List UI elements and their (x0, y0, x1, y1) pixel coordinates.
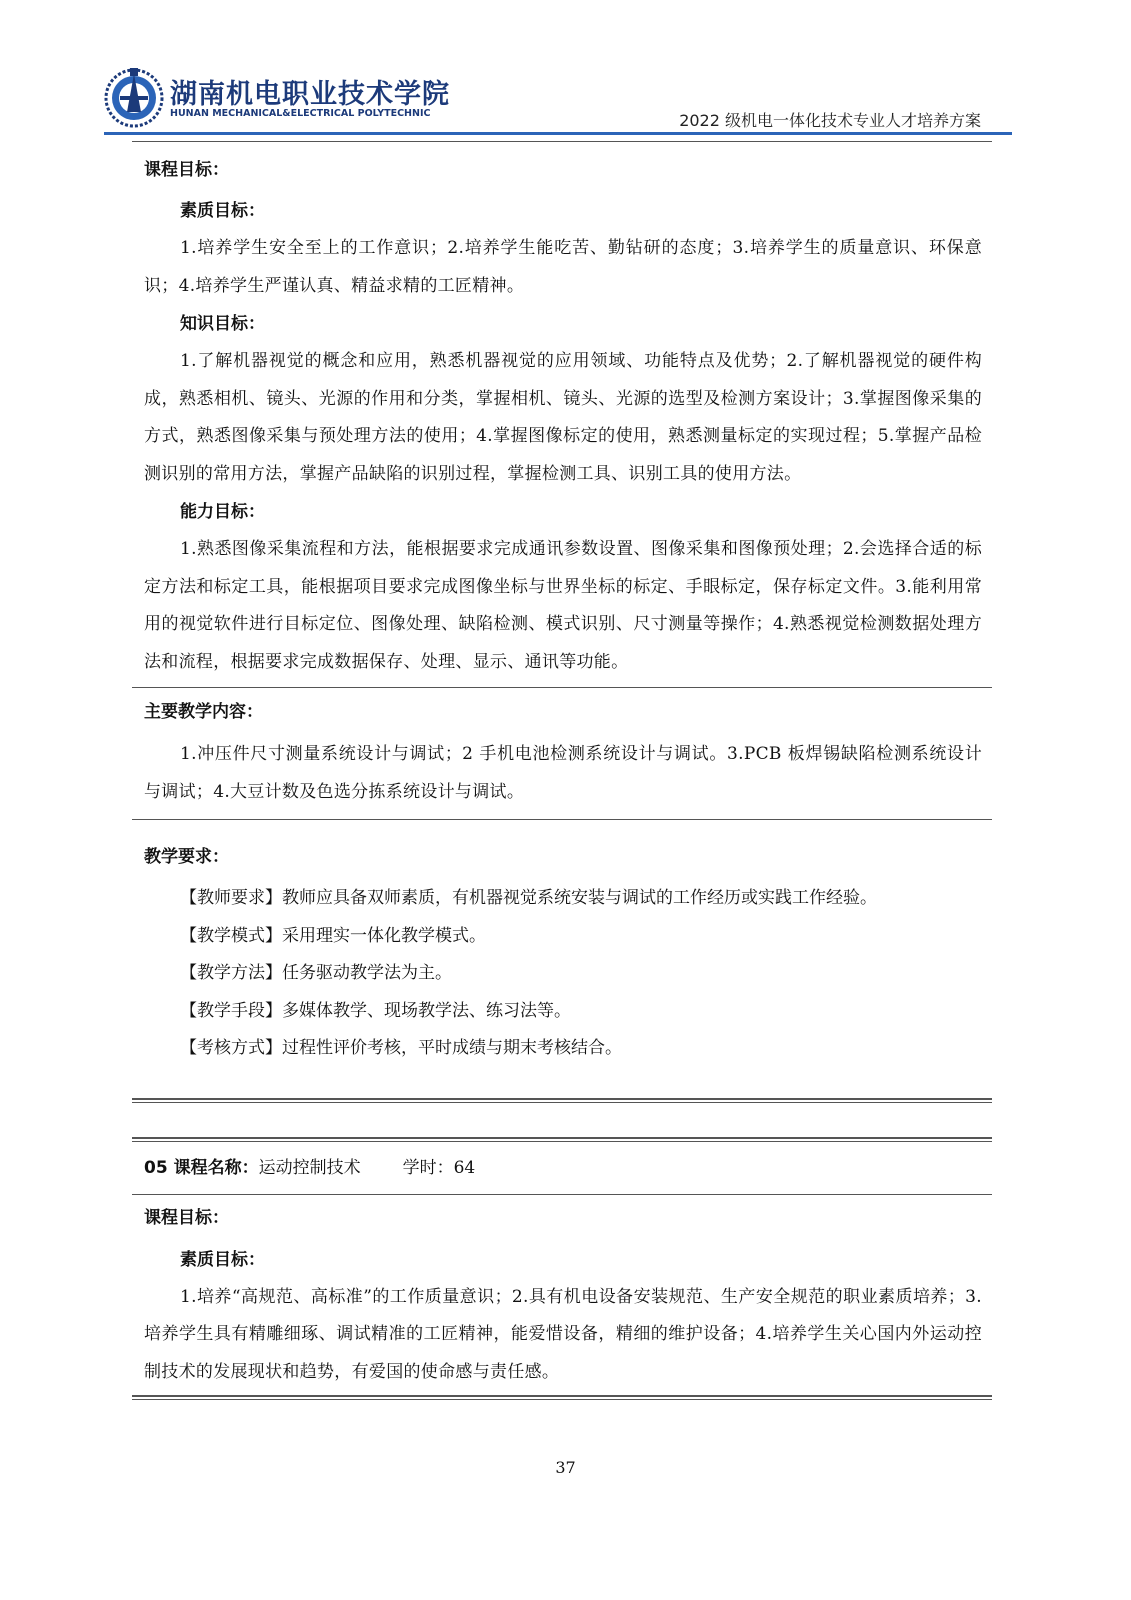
ability-goals-text: 1.熟悉图像采集流程和方法，能根据要求完成通讯参数设置、图像采集和图像预处理；2.会选择合适的标定方法和标定工具，能根据项目要求完成图像坐标与世界坐标的标定、手眼标定，保存标定文件。3.能利用常用的视觉软件进行目标定位、图像处理、缺陷检测、模式识别、尺寸测量等操作；4.熟悉视觉检测数据处理方法和流程，根据要求完成数据保存、处理、显示、通讯等功能。 (144, 539, 982, 672)
section-divider-double (132, 1395, 992, 1400)
document-title: 2022 级机电一体化技术专业人才培养方案 (679, 111, 981, 130)
requirement-item: 【考核方式】过程性评价考核，平时成绩与期末考核结合。 (180, 1038, 622, 1058)
page-content (132, 148, 992, 1400)
quality-goals-text: 1.培养学生安全至上的工作意识；2.培养学生能吃苦、勤钻研的态度；3.培养学生的质量意识、环保意识；4.培养学生严谨认真、精益求精的工匠精神。 (144, 238, 982, 296)
teaching-content-label: 主要教学内容： (144, 702, 263, 722)
school-emblem-icon (104, 66, 164, 128)
requirement-item: 【教师要求】教师应具备双师素质，有机器视觉系统安装与调试的工作经历或实践工作经验。 (180, 888, 877, 908)
course-number-label: 05 课程名称： (144, 1157, 259, 1178)
knowledge-goals-text: 1.了解机器视觉的概念和应用，熟悉机器视觉的应用领域、功能特点及优势；2.了解机器视觉的硬件构成，熟悉相机、镜头、光源的作用和分类，掌握相机、镜头、光源的选型及检测方案设计；3.掌握图像采集的方式，熟悉图像采集与预处理方法的使用；4.掌握图像标定的使用，熟悉测量标定的实现过程；5.掌握产品检测识别的常用方法，掌握产品缺陷的识别过程，掌握检测工具、识别工具的使用方法。 (144, 351, 982, 484)
ability-goals-label: 能力目标： (180, 502, 265, 522)
header-divider-thin (132, 141, 992, 142)
page-number: 37 (555, 1458, 576, 1477)
course-goals-label: 课程目标： (144, 1207, 229, 1228)
course-goals-section (132, 148, 992, 687)
school-name-cn: 湖南机电职业技术学院 (170, 79, 450, 110)
teaching-requirements-label: 教学要求： (144, 847, 229, 867)
course-name: 运动控制技术 (258, 1157, 361, 1178)
teaching-content-text: 1.冲压件尺寸测量系统设计与调试；2 手机电池检测系统设计与调试。3.PCB 板焊锡缺陷检测系统设计与调试；4.大豆计数及色选分拣系统设计与调试。 (144, 744, 982, 802)
quality-goals-label: 素质目标： (180, 201, 265, 221)
quality-goals-label: 素质目标： (180, 1249, 265, 1270)
course-goals-label: 课程目标： (144, 160, 229, 180)
page-header (0, 0, 1131, 140)
teaching-requirements-section (132, 820, 992, 1068)
quality-goals-text: 1.培养“高规范、高标准”的工作质量意识；2.具有机电设备安装规范、生产安全规范的职业素质培养；3.培养学生具有精雕细琢、调试精准的工匠精神，能爱惜设备，精细的维护设备；4.培养学生关心国内外运动控制技术的发展现状和趋势，有爱国的使命感与责任感。 (144, 1286, 982, 1382)
requirement-item: 【教学手段】多媒体教学、现场教学法、练习法等。 (180, 1000, 571, 1021)
knowledge-goals-label: 知识目标： (180, 314, 265, 334)
course-b-goals-section (132, 1195, 992, 1396)
teaching-content-section (132, 688, 992, 819)
course-hours-label: 学时： (402, 1157, 454, 1178)
header-divider (104, 132, 1012, 135)
course-hours-value: 64 (453, 1157, 476, 1178)
requirement-item: 【教学模式】采用理实一体化教学模式。 (180, 925, 486, 946)
requirement-item: 【教学方法】任务驱动教学法为主。 (180, 963, 452, 983)
school-name-en: HUNAN MECHANICAL&ELECTRICAL POLYTECHNIC (170, 108, 431, 119)
course-title-row (132, 1142, 992, 1194)
